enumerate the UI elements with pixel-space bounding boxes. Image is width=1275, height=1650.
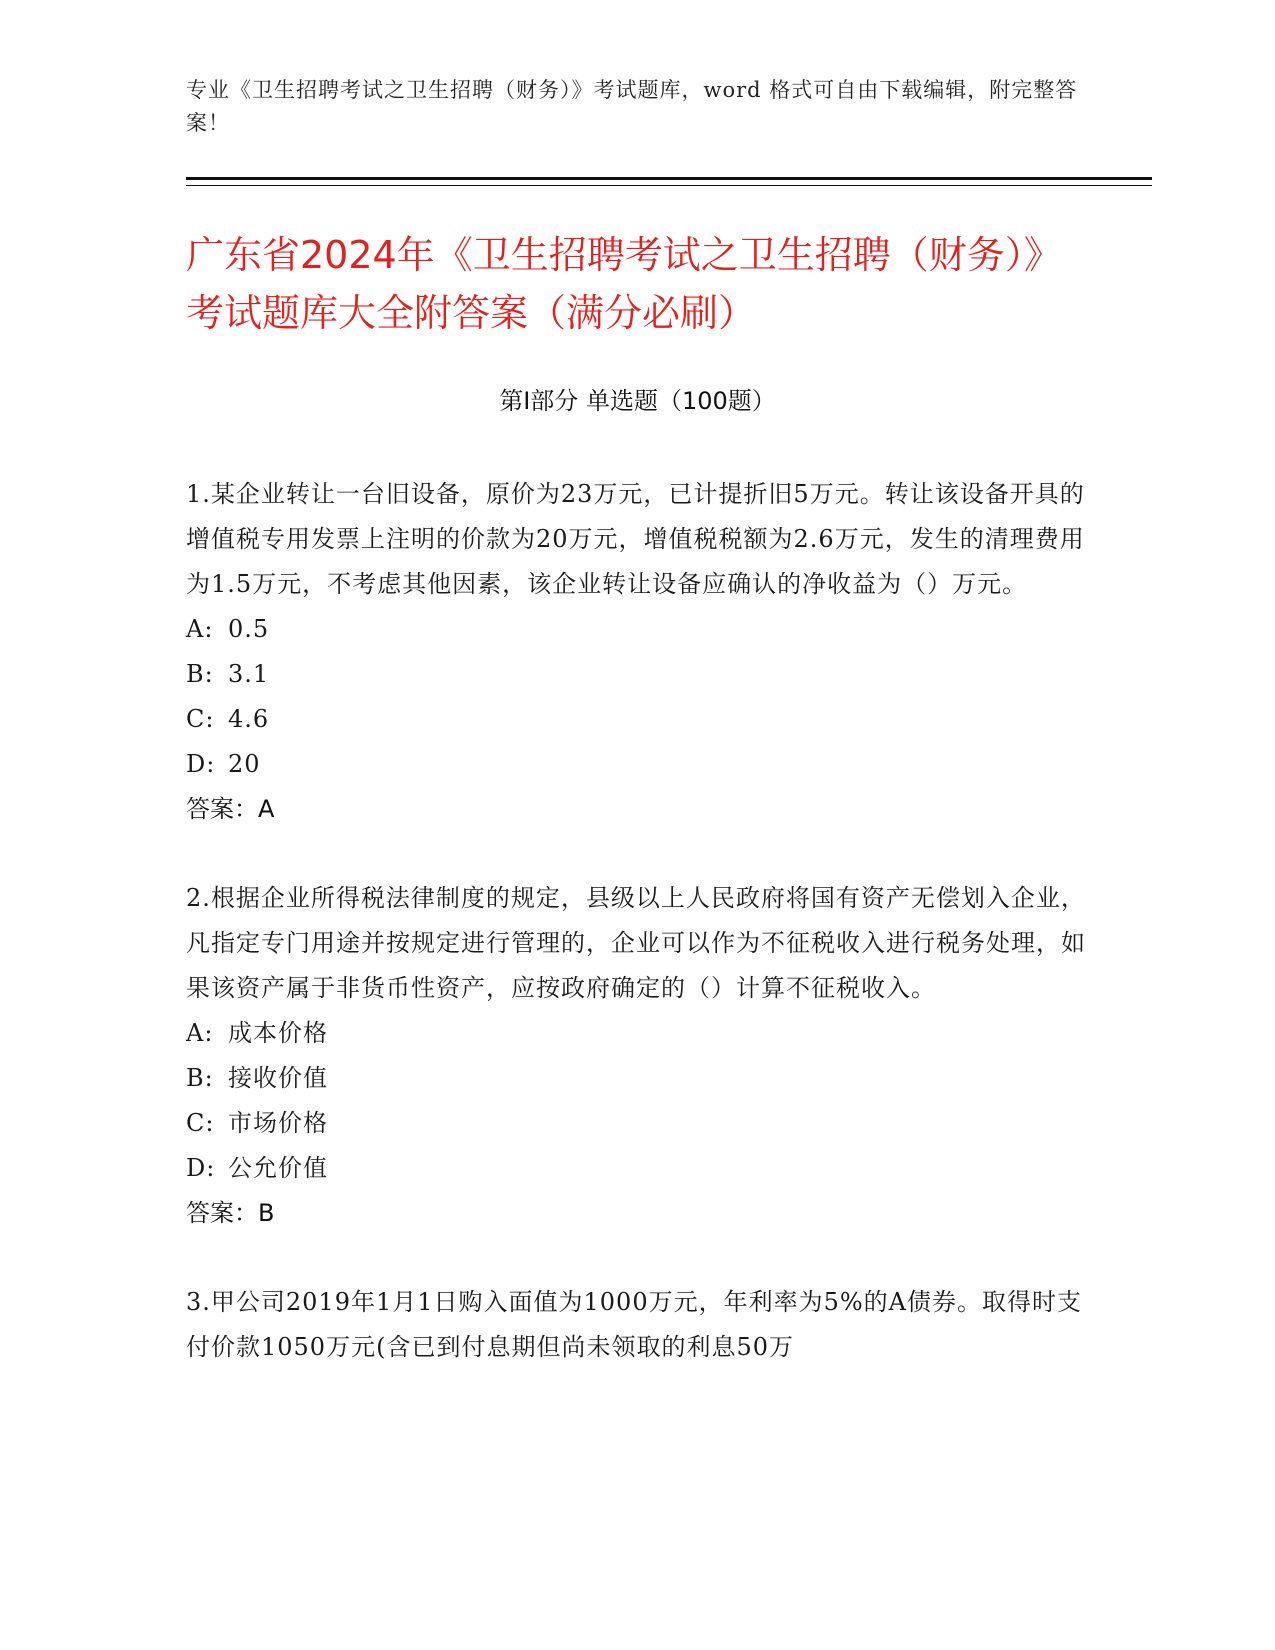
option-letter: A: bbox=[186, 1019, 214, 1047]
option-letter: C: bbox=[186, 1109, 215, 1137]
option-text: 3.1 bbox=[228, 660, 270, 688]
option-letter: A: bbox=[186, 615, 214, 643]
option-d bbox=[186, 742, 1086, 787]
question-list bbox=[186, 472, 1086, 1414]
option-letter: D: bbox=[186, 1154, 216, 1182]
section-title: 第Ⅰ部分 单选题（100题） bbox=[499, 387, 776, 415]
option-d bbox=[186, 1146, 1086, 1191]
option-b bbox=[186, 652, 1086, 697]
option-text: 20 bbox=[228, 750, 261, 778]
question-3 bbox=[186, 1280, 1086, 1370]
question-1 bbox=[186, 472, 1086, 832]
option-c bbox=[186, 697, 1086, 742]
option-a bbox=[186, 1011, 1086, 1056]
option-letter: C: bbox=[186, 705, 215, 733]
option-letter: D: bbox=[186, 750, 216, 778]
option-text: 0.5 bbox=[228, 615, 270, 643]
question-2 bbox=[186, 876, 1086, 1236]
document-title: 广东省2024年《卫生招聘考试之卫生招聘（财务）》考试题库大全附答案（满分必刷） bbox=[186, 233, 1062, 335]
question-text: 2.根据企业所得税法律制度的规定，县级以上人民政府将国有资产无偿划入企业，凡指定专门用途并按规定进行管理的，企业可以作为不征税收入进行税务处理，如果该资产属于非货币性资产，应按政府确定的（）计算不征税收入。 bbox=[186, 884, 1086, 1002]
option-a bbox=[186, 607, 1086, 652]
answer-line: 答案：A bbox=[186, 795, 275, 823]
option-text: 公允价值 bbox=[228, 1154, 328, 1182]
option-letter: B: bbox=[186, 1064, 214, 1092]
answer-line: 答案：B bbox=[186, 1199, 275, 1227]
option-text: 4.6 bbox=[228, 705, 270, 733]
option-text: 市场价格 bbox=[228, 1109, 328, 1137]
question-text: 3.甲公司2019年1月1日购入面值为1000万元，年利率为5%的A债券。取得时支付价款1050万元(含已到付息期但尚未领取的利息50万 bbox=[186, 1288, 1082, 1361]
question-text: 1.某企业转让一台旧设备，原价为23万元，已计提折旧5万元。转让该设备开具的增值税专用发票上注明的价款为20万元，增值税税额为2.6万元，发生的清理费用为1.5万元，不考虑其他因素，该企业转让设备应确认的净收益为（）万元。 bbox=[186, 480, 1085, 598]
option-letter: B: bbox=[186, 660, 214, 688]
header-note: 专业《卫生招聘考试之卫生招聘（财务）》考试题库，word 格式可自由下载编辑，附完整答案！ bbox=[186, 78, 1078, 135]
header-divider-thin bbox=[186, 185, 1152, 186]
option-b bbox=[186, 1056, 1086, 1101]
option-c bbox=[186, 1101, 1086, 1146]
option-text: 成本价格 bbox=[228, 1019, 328, 1047]
option-text: 接收价值 bbox=[228, 1064, 328, 1092]
header-divider bbox=[186, 177, 1152, 180]
